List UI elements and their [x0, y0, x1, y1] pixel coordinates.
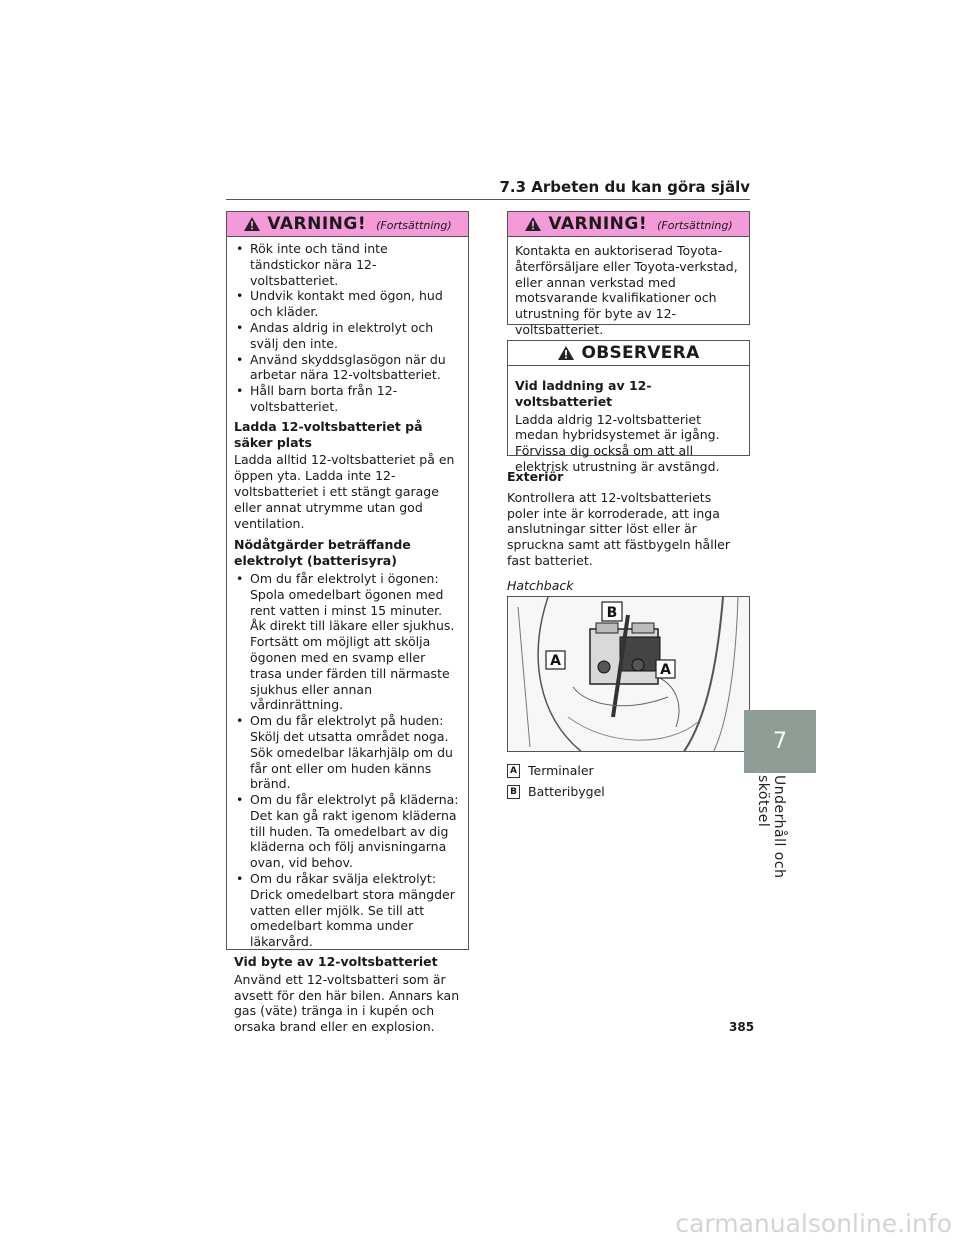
paragraph: Kontakta en auktoriserad Toyota-återförsäljare eller Toyota-verkstad, eller annan verkstad med motsvarande kvalifikationer och utrustning för byte av 12-voltsbatteriet.	[515, 243, 738, 337]
callout-a-right: A	[660, 662, 671, 678]
warning-triangle-icon	[557, 345, 575, 361]
notice-header	[508, 341, 749, 366]
warning-header	[508, 212, 749, 237]
list-item: • Om du råkar svälja elektrolyt: Drick omedelbart stora mängder vatten eller mjölk. Se till att omedelbart komma under läkarvård.	[234, 871, 461, 950]
list-item: • Undvik kontakt med ögon, hud och kläder.	[234, 288, 461, 320]
list-item: • Andas aldrig in elektrolyt och svälj den inte.	[234, 320, 461, 352]
page-number: 385	[729, 1020, 755, 1034]
warning-title: VARNING!	[548, 214, 648, 234]
warning-subtitle: (Fortsättning)	[657, 219, 733, 232]
paragraph: Ladda alltid 12-voltsbatteriet på en öppen yta. Ladda inte 12-voltsbatteriet i ett stängt garage eller annat utrymme utan god ventilation.	[234, 452, 455, 531]
chapter-title: Underhåll och skötsel	[755, 775, 787, 879]
header-divider	[226, 199, 750, 200]
legend-text: Terminaler	[528, 763, 594, 778]
legend-key: B	[507, 785, 520, 799]
paragraph: Kontrollera att 12-voltsbatteriets poler inte är korroderade, att inga anslutningar sitter löst eller är spruckna samt att fästbygeln håller fast batteriet.	[507, 489, 730, 568]
exterior-section	[507, 469, 747, 603]
callout-b: B	[606, 605, 618, 621]
warning-triangle-icon	[243, 216, 261, 232]
legend-item	[507, 763, 605, 778]
list-item: • Om du får elektrolyt på kläderna: Det kan gå rakt igenom kläderna till huden. Ta omedelbart av dig kläderna och följ anvisningarna ovan, vid behov.	[234, 792, 461, 871]
list-item: • Använd skyddsglasögon när du arbetar nära 12-voltsbatteriet.	[234, 352, 461, 384]
bullet-list	[234, 241, 461, 415]
legend-key: A	[507, 764, 520, 778]
notice-title: OBSERVERA	[581, 343, 700, 363]
notice-box	[507, 340, 750, 474]
battery-illustration	[507, 596, 750, 752]
variant-caption: Hatchback	[507, 577, 574, 593]
section-heading: Exteriör	[507, 469, 564, 484]
bullet-list	[234, 571, 461, 950]
warning-header	[227, 212, 468, 237]
warning-triangle-icon	[524, 216, 542, 232]
subheading: Nödåtgärder beträffande elektrolyt (batterisyra)	[234, 537, 411, 569]
battery-drawing	[508, 597, 750, 752]
warning-title: VARNING!	[267, 214, 367, 234]
list-item: • Om du får elektrolyt i ögonen: Spola omedelbart ögonen med rent vatten i minst 15 minuter. Åk direkt till läkare eller sjukhus. Fortsätt om möjligt att skölja ögonen med en svamp eller trasa under färden till närmaste sjukhus eller annan vårdinrättning.	[234, 571, 461, 713]
warning-box-right	[507, 211, 750, 337]
legend-text: Batteribygel	[528, 784, 605, 799]
callout-a-left: A	[550, 653, 561, 669]
list-item: • Om du får elektrolyt på huden: Skölj det utsatta området noga. Sök omedelbar läkarhjälp om du får ont eller om huden känns bränd.	[234, 713, 461, 792]
paragraph: Ladda aldrig 12-voltsbatteriet medan hybridsystemet är igång. Förvissa dig också om att all elektrisk utrustning är avstängd.	[515, 411, 720, 474]
warning-subtitle: (Fortsättning)	[376, 219, 452, 232]
chapter-tab: 7	[744, 710, 816, 773]
list-item: • Rök inte och tänd inte tändstickor nära 12-voltsbatteriet.	[234, 241, 461, 288]
paragraph: Använd ett 12-voltsbatteri som är avsett för den här bilen. Annars kan gas (väte) tränga in i kupén och orsaka brand eller en explosion.	[234, 971, 460, 1035]
legend-item	[507, 784, 605, 799]
subheading: Vid byte av 12-voltsbatteriet	[234, 954, 438, 970]
warning-box-left	[226, 211, 469, 1035]
watermark: carmanualsonline.info	[675, 1209, 952, 1238]
subheading: Vid laddning av 12-voltsbatteriet	[515, 378, 652, 409]
subheading: Ladda 12-voltsbatteriet på säker plats	[234, 418, 423, 450]
list-item: • Håll barn borta från 12-voltsbatteriet.	[234, 383, 461, 415]
section-header: 7.3 Arbeten du kan göra själv	[499, 178, 750, 196]
figure-legend	[507, 763, 605, 805]
